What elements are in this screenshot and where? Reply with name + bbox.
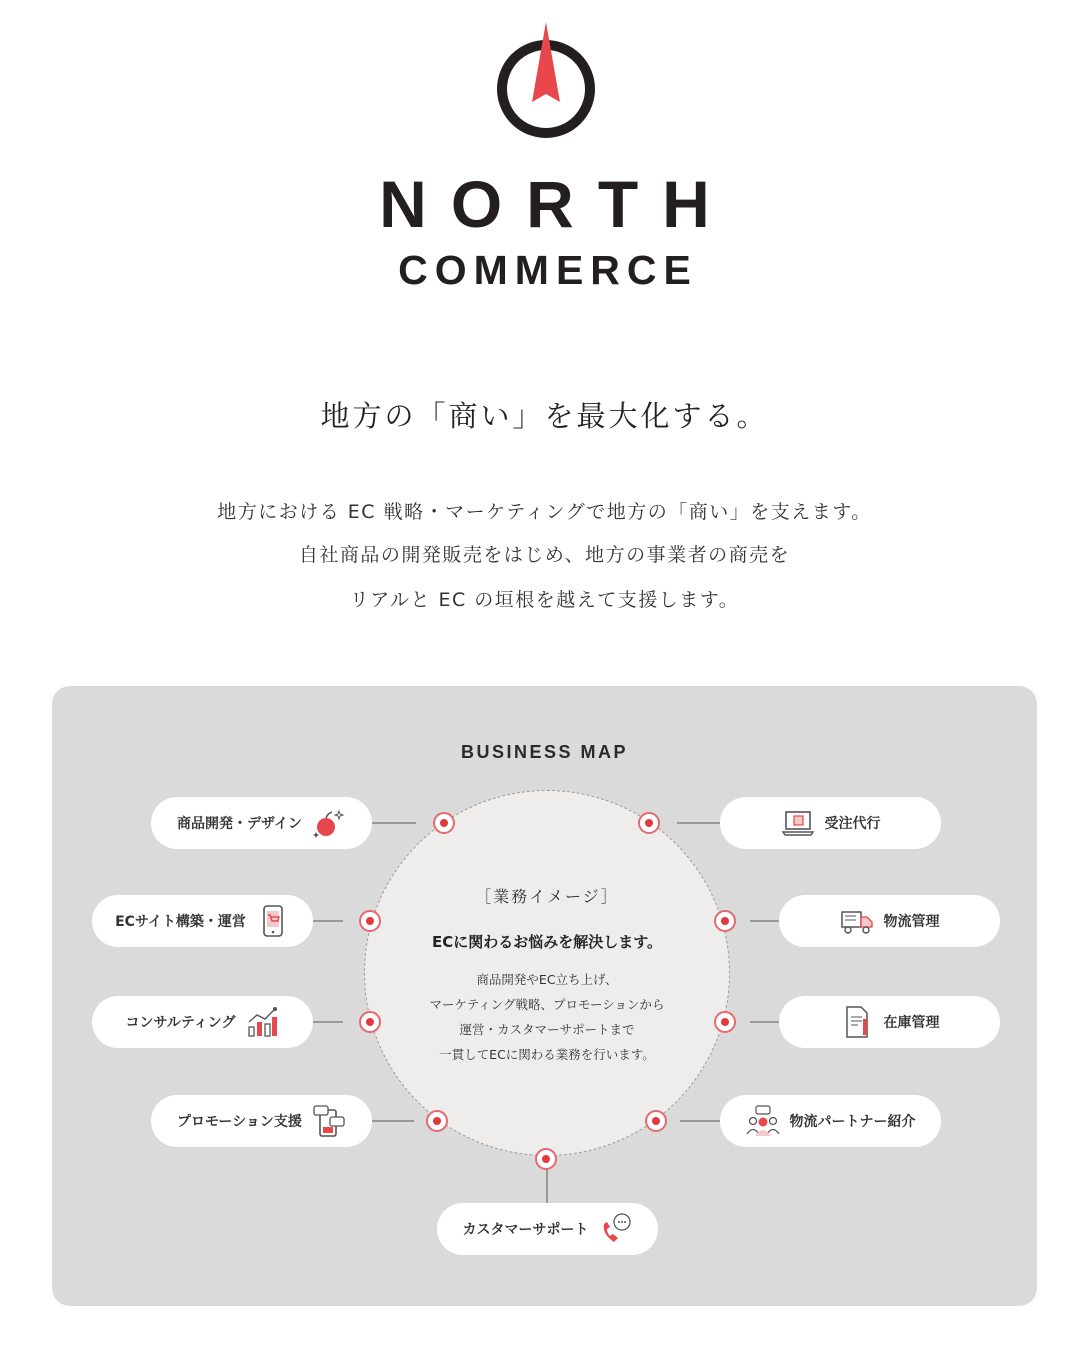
phone-chat-icon [312, 1104, 346, 1138]
service-label: 在庫管理 [883, 1015, 940, 1031]
truck-icon [840, 904, 874, 938]
page-headline: 地方の「商い」を最大化する。 [320, 399, 769, 433]
business-map-title: BUSINESS MAP [460, 742, 629, 762]
description-line-1: 地方における EC 戦略・マーケティングで地方の「商い」を支えます。 [217, 501, 872, 523]
service-pill-customer-support [437, 1203, 658, 1255]
map-node [426, 1110, 448, 1132]
service-pill-consulting [92, 996, 313, 1048]
service-pill-promotion [151, 1095, 372, 1147]
map-node [645, 1110, 667, 1132]
connector-line [372, 1120, 414, 1122]
brand-name-line1: NORTH [379, 167, 734, 241]
service-pill-ec-site [92, 895, 313, 947]
people-chat-icon [746, 1104, 780, 1138]
map-node [433, 812, 455, 834]
service-label: 物流管理 [883, 914, 940, 930]
service-label: 物流パートナー紹介 [789, 1114, 916, 1130]
center-subtitle: ECに関わるお悩みを解決します。 [431, 933, 663, 951]
map-node [714, 1011, 736, 1033]
laptop-box-icon [781, 806, 815, 840]
center-title: ［業務イメージ］ [475, 887, 619, 906]
service-pill-logistics [779, 895, 1000, 947]
map-node [638, 812, 660, 834]
connector-line [680, 1120, 720, 1122]
map-node [359, 1011, 381, 1033]
service-label: ECサイト構築・運営 [115, 914, 246, 930]
service-pill-product-design [151, 797, 372, 849]
service-label: カスタマーサポート [462, 1222, 589, 1238]
service-label: 受注代行 [824, 816, 881, 832]
phone-speech-icon [599, 1212, 633, 1246]
service-label: プロモーション支援 [177, 1114, 302, 1130]
center-body-line: 商品開発やEC立ち上げ、 [476, 972, 618, 987]
service-label: コンサルティング [125, 1015, 236, 1031]
connector-line [546, 1170, 548, 1204]
center-body-line: 運営・カスタマーサポートまで [459, 1022, 635, 1037]
service-pill-logistics-partner [720, 1095, 941, 1147]
apple-icon [312, 806, 346, 840]
smartphone-cart-icon [256, 904, 290, 938]
service-pill-order-agency [720, 797, 941, 849]
document-pencil-icon [840, 1005, 874, 1039]
bar-chart-icon [245, 1005, 279, 1039]
center-body-line: 一貫してECに関わる業務を行います。 [439, 1047, 655, 1062]
connector-line [313, 920, 343, 922]
description-line-3: リアルと EC の垣根を越えて支援します。 [349, 589, 740, 611]
connector-line [677, 822, 721, 824]
center-body-line: マーケティング戦略、プロモーションから [429, 997, 665, 1012]
map-node [535, 1148, 557, 1170]
map-node [714, 910, 736, 932]
map-node [359, 910, 381, 932]
service-label: 商品開発・デザイン [176, 816, 303, 832]
service-pill-inventory [779, 996, 1000, 1048]
connector-line [750, 1021, 780, 1023]
description-line-2: 自社商品の開発販売をはじめ、地方の事業者の商売を [298, 544, 791, 566]
compass-logo-icon [495, 18, 597, 140]
connector-line [313, 1021, 343, 1023]
brand-name-line2: COMMERCE [398, 247, 698, 293]
connector-line [372, 822, 416, 824]
connector-line [750, 920, 780, 922]
